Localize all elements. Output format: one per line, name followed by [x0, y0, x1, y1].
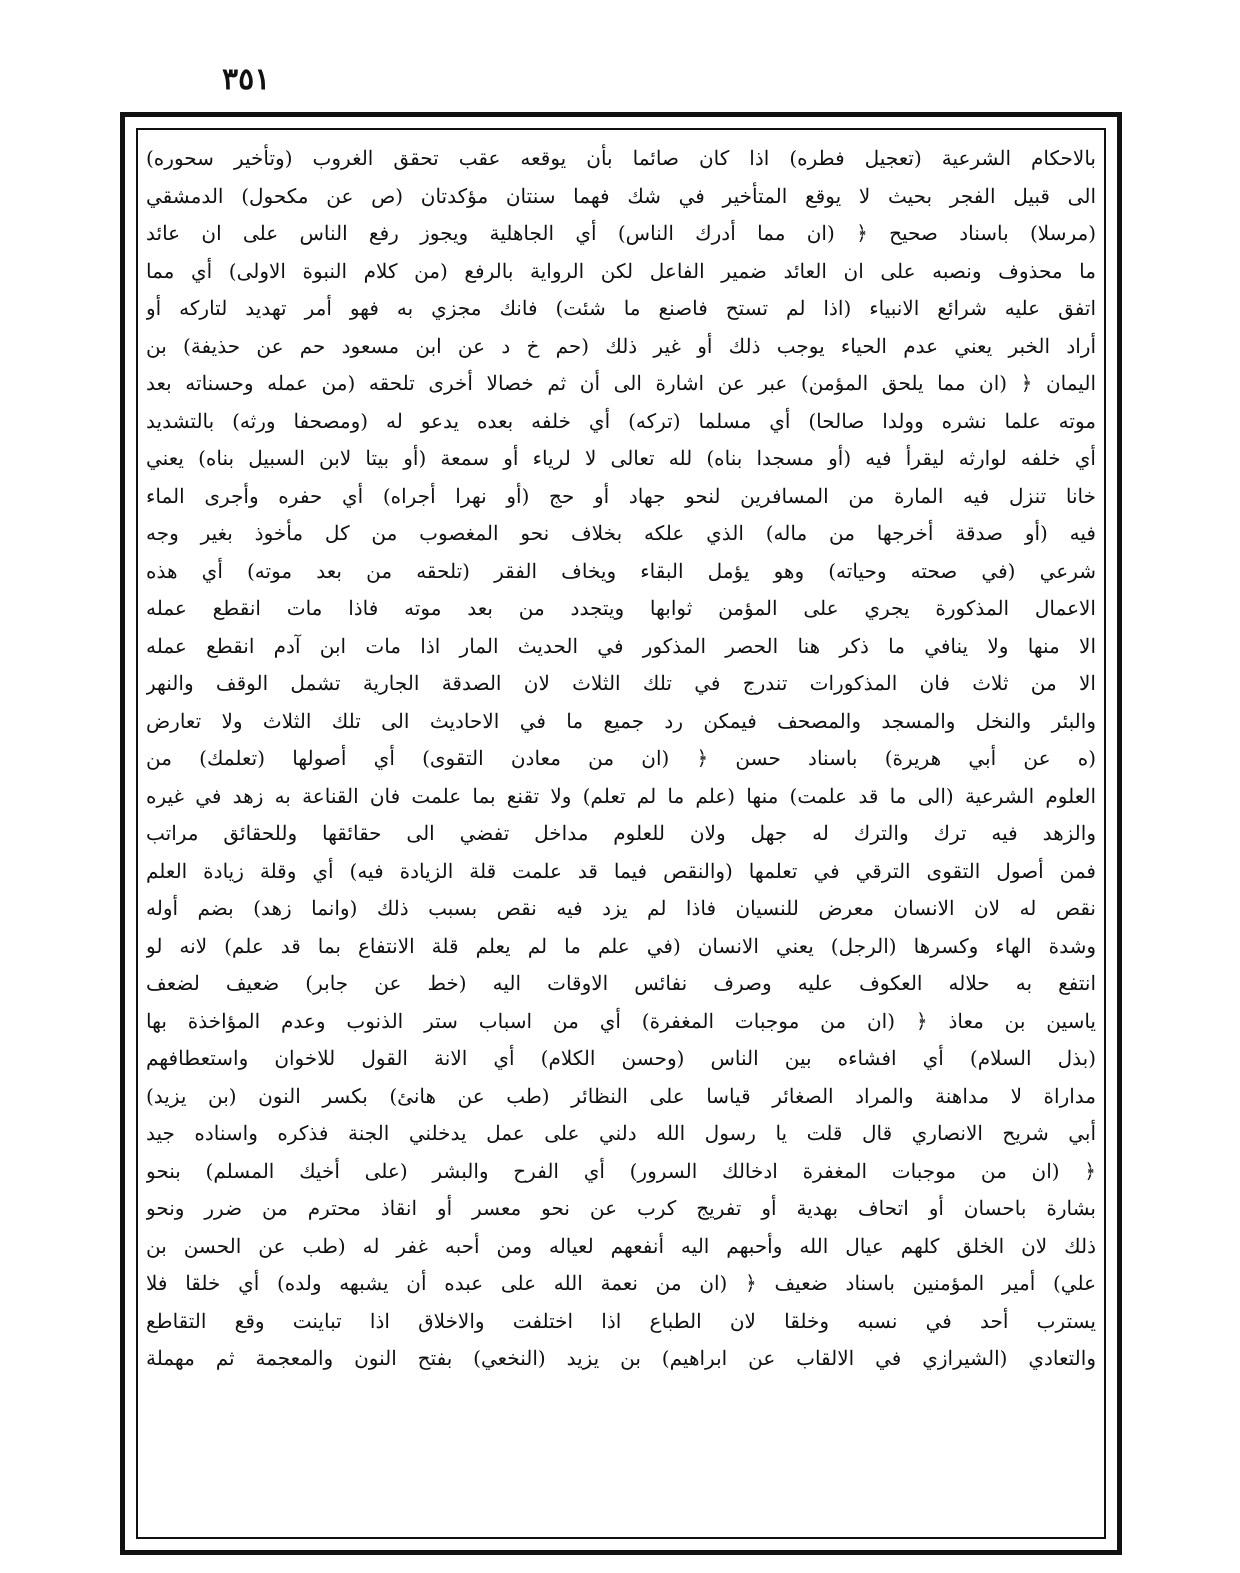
text-line: العلوم الشرعية (الى ما قد علمت) منها (علم ما لم تعلم) ولا تقنع بما علمت فان القناعة به زهد في غيره [146, 783, 1096, 808]
text-line: ذلك لان الخلق كلهم عيال الله وأحبهم اليه أنفعهم لعياله ومن أحبه غفر له (طب عن الحسن بن [146, 1233, 1096, 1258]
text-line: اتفق عليه شرائع الانبياء (اذا لم تستح فاصنع ما شئت) فانك مجزي به فهو أمر تهديد لتاركه أو [146, 296, 1096, 320]
text-line: علي) أمير المؤمنين باسناد ضعيف ﴿ (ان من نعمة الله على عبده أن يشبهه ولده) أي خلقا فلا [146, 1271, 1096, 1295]
text-line: مداراة لا مداهنة والمراد الصغائر قياسا على النظائر (طب عن هانئ) بكسر النون (بن يزيد) [146, 1083, 1096, 1108]
text-line: والزهد فيه ترك والترك له جهل ولان للعلوم مداخل تفضي الى حقائقها وللحقائق مراتب [146, 821, 1096, 845]
text-line: وشدة الهاء وكسرها (الرجل) يعني الانسان (في علم ما لم يعلم قلة الانتفاع بما قد علم) لانه لو [146, 933, 1096, 958]
text-line: يسترب أحد في نسبه وخلقا لان الطباع اذا اختلفت والاخلاق اذا تباينت وقع التقاطع [146, 1308, 1096, 1333]
text-line: الا من ثلاث فان المذكورات تندرج في تلك الثلاث لان الصدقة الجارية تشمل الوقف والنهر [146, 671, 1096, 695]
text-line: بشارة باحسان أو اتحاف بهدية أو تفريج كرب عن نحو معسر أو انقاذ محترم من ضرر ونحو [146, 1196, 1096, 1220]
text-line: أبي شريح الانصاري قال قلت يا رسول الله دلني على عمل يدخلني الجنة فذكره واسناده جيد [146, 1121, 1096, 1145]
text-line: انتفع به حلاله العكوف عليه وصرف نفائس الاوقات اليه (خط عن جابر) ضعيف لضعف [146, 971, 1096, 995]
text-line: موته علما نشره وولدا صالحا) أي مسلما (تركه) أي خلفه بعده يدعو له (ومصحفا ورثه) بالتشديد [146, 408, 1096, 433]
text-line: ﴿ (ان من موجبات المغفرة ادخالك السرور) أي الفرح والبشر (على أخيك المسلم) بنحو [146, 1158, 1096, 1183]
text-line: والبئر والنخل والمسجد والمصحف فيمكن رد جميع ما في الاحاديث الى تلك الثلاث ولا تعارض [146, 708, 1096, 733]
text-line: فمن أصول التقوى الترقي في تعلمها (والنقص فيما قد علمت قلة الزيادة فيه) أي وقلة زيادة العلم [146, 858, 1096, 883]
text-line: (بذل السلام) أي افشاءه بين الناس (وحسن الكلام) أي الانة القول للاخوان واستعطافهم [146, 1046, 1096, 1070]
text-line: شرعي (في صحته وحياته) وهو يؤمل البقاء ويخاف الفقر (تلحقه من بعد موته) أي هذه [146, 558, 1096, 583]
text-line: ما محذوف ونصبه على ان العائد ضمير الفاعل لكن الرواية بالرفع (من كلام النبوة الاولى) أي مما [146, 258, 1096, 283]
text-line: فيه (أو صدقة أخرجها من ماله) الذي علكه بخلاف نحو المغصوب من كل مأخوذ بغير وجه [146, 521, 1096, 545]
text-line: أي خلفه لوارثه ليقرأ فيه (أو مسجدا بناه) لله تعالى لا لرياء أو سمعة (أو بيتا لابن السبيل بناه) يعني [146, 446, 1096, 470]
text-line: ياسين بن معاذ ﴿ (ان من موجبات المغفرة) أي من اسباب ستر الذنوب وعدم المؤاخذة بها [146, 1008, 1096, 1033]
text-line: (ه عن أبي هريرة) باسناد حسن ﴿ (ان من معادن التقوى) أي أصولها (تعلمك) من [146, 746, 1096, 770]
text-line: والتعادي (الشيرازي في الالقاب عن ابراهيم) بن يزيد (النخعي) بفتح النون والمعجمة ثم مهملة [146, 1346, 1096, 1370]
text-line: الى قبيل الفجر بحيث لا يوقع المتأخير في شك فهما سنتان مؤكدتان (ص عن مكحول) الدمشقي [146, 183, 1096, 208]
text-line: الا منها ولا ينافي ما ذكر هنا الحصر المذكور في الحديث المار اذا مات ابن آدم انقطع عمله [146, 633, 1096, 658]
text-line: خانا تنزل فيه المارة من المسافرين لنحو جهاد أو حج (أو نهرا أجراه) أي حفره وأجرى الماء [146, 483, 1096, 508]
text-line: بالاحكام الشرعية (تعجيل فطره) اذا كان صائما بأن يوقعه عقب تحقق الغروب (وتأخير سحوره) [146, 146, 1096, 170]
text-line: أراد الخبر يعني عدم الحياء يوجب ذلك أو غير ذلك (حم خ د عن ابن مسعود حم عن حذيفة) بن [146, 333, 1096, 358]
text-body [146, 140, 1096, 1530]
text-line: اليمان ﴿ (ان مما يلحق المؤمن) عبر عن اشارة الى أن ثم خصالا أخرى تلحقه (من عمله وحسناته بعد [146, 371, 1096, 395]
text-line: الاعمال المذكورة يجري على المؤمن ثوابها ويتجدد من بعد موته فاذا مات انقطع عمله [146, 596, 1096, 620]
text-line: (مرسلا) باسناد صحيح ﴿ (ان مما أدرك الناس) أي الجاهلية ويجوز رفع الناس على ان عائد [146, 221, 1096, 245]
page-number: ٣٥١ [222, 62, 271, 97]
text-line: نقص له لان الانسان معرض للنسيان فاذا لم يزد فيه نقص بسبب ذلك (وانما زهد) بضم أوله [146, 896, 1096, 920]
